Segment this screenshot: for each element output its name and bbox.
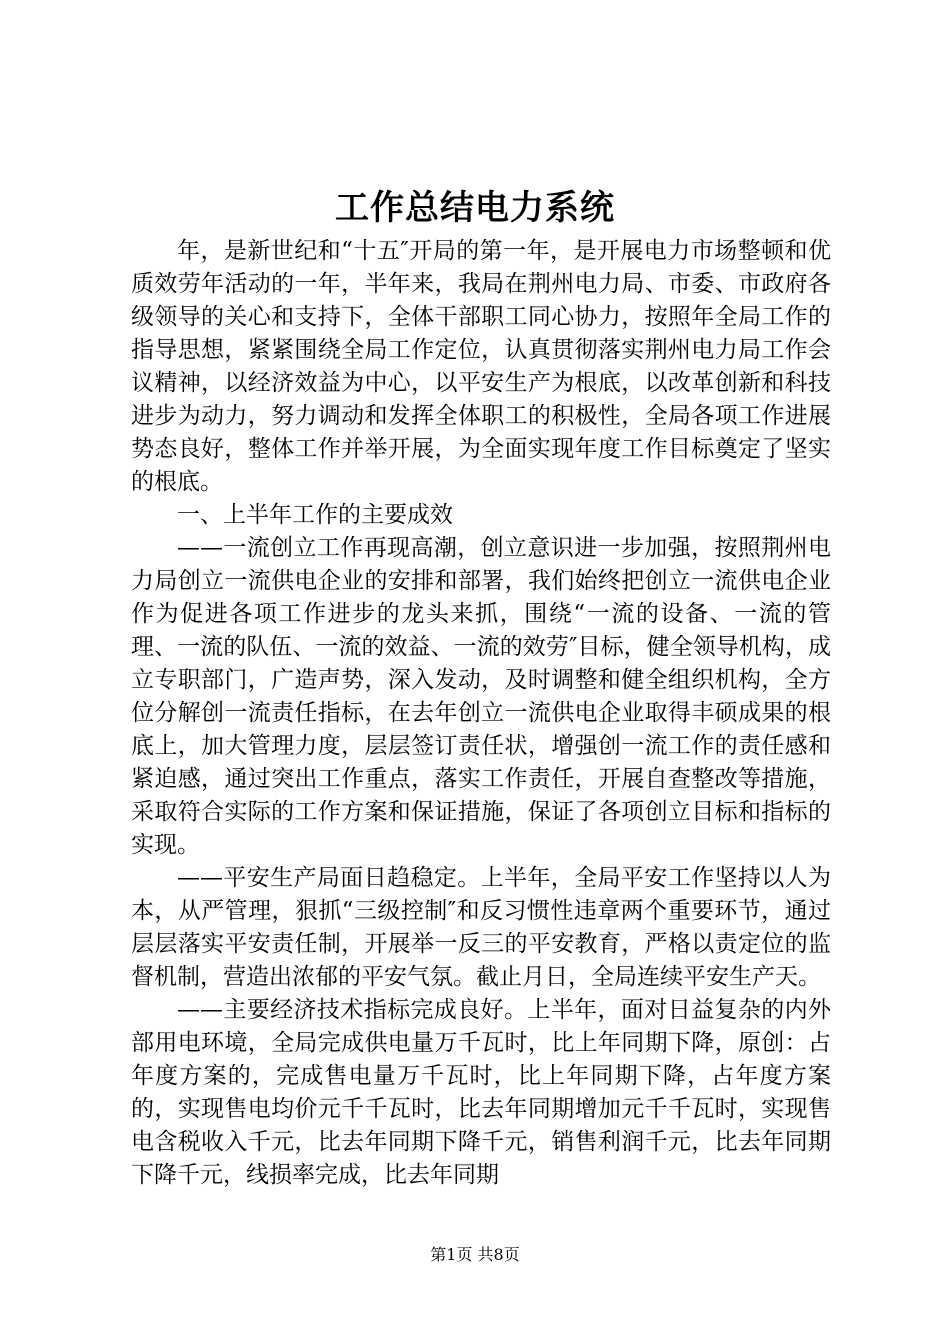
page-title: 工作总结电力系统 bbox=[335, 188, 615, 228]
document-body bbox=[131, 235, 831, 1192]
page-number-footer: 第1页 共8页 bbox=[430, 1245, 520, 1264]
paragraph-intro: 年，是新世纪和“十五″开局的第一年，是开展电力市场整顿和优质效劳年活动的一年，半年来，我局在荆州电力局、市委、市政府各级领导的关心和支持下，全体干部职工同心协力，按照年全局工作的指导思想，紧紧围绕全局工作定位，认真贯彻落实荆州电力局工作会议精神，以经济效益为中心，以平安生产为根底，以改革创新和科技进步为动力，努力调动和发挥全体职工的积极性，全局各项工作进展势态良好，整体工作并举开展，为全面实现年度工作目标奠定了坚实的根底。 bbox=[131, 238, 831, 495]
section-heading: 一、上半年工作的主要成效 bbox=[177, 502, 453, 528]
paragraph-first-class-creation: ——一流创立工作再现高潮，创立意识进一步加强，按照荆州电力局创立一流供电企业的安排和部署，我们始终把创立一流供电企业作为促进各项工作进步的龙头来抓，围绕“一流的设备、一流的管理、一流的队伍、一流的效益、一流的效劳″目标，健全领导机构，成立专职部门，广造声势，深入发动，及时调整和健全组织机构，全方位分解创一流责任指标，在去年创立一流供电企业取得丰硕成果的根底上，加大管理力度，层层签订责任状，增强创一流工作的责任感和紧迫感，通过突出工作重点，落实工作责任，开展自查整改等措施，采取符合实际的工作方案和保证措施，保证了各项创立目标和指标的实现。 bbox=[131, 535, 831, 858]
paragraph-safety-production: ——平安生产局面日趋稳定。上半年，全局平安工作坚持以人为本，从严管理，狠抓“三级控制″和反习惯性违章两个重要环节，通过层层落实平安责任制，开展举一反三的平安教育，严格以责定位的监督机制，营造出浓郁的平安气氛。截止月日，全局连续平安生产天。 bbox=[131, 865, 831, 990]
paragraph-economic-indicators: ——主要经济技术指标完成良好。上半年，面对日益复杂的内外部用电环境，全局完成供电量万千瓦时，比上年同期下降，原创：占年度方案的，完成售电量万千瓦时，比上年同期下降，占年度方案的，实现售电均价元千千瓦时，比去年同期增加元千千瓦时，实现售电含税收入千元，比去年同期下降千元，销售利润千元，比去年同期下降千元，线损率完成，比去年同期 bbox=[131, 997, 831, 1188]
